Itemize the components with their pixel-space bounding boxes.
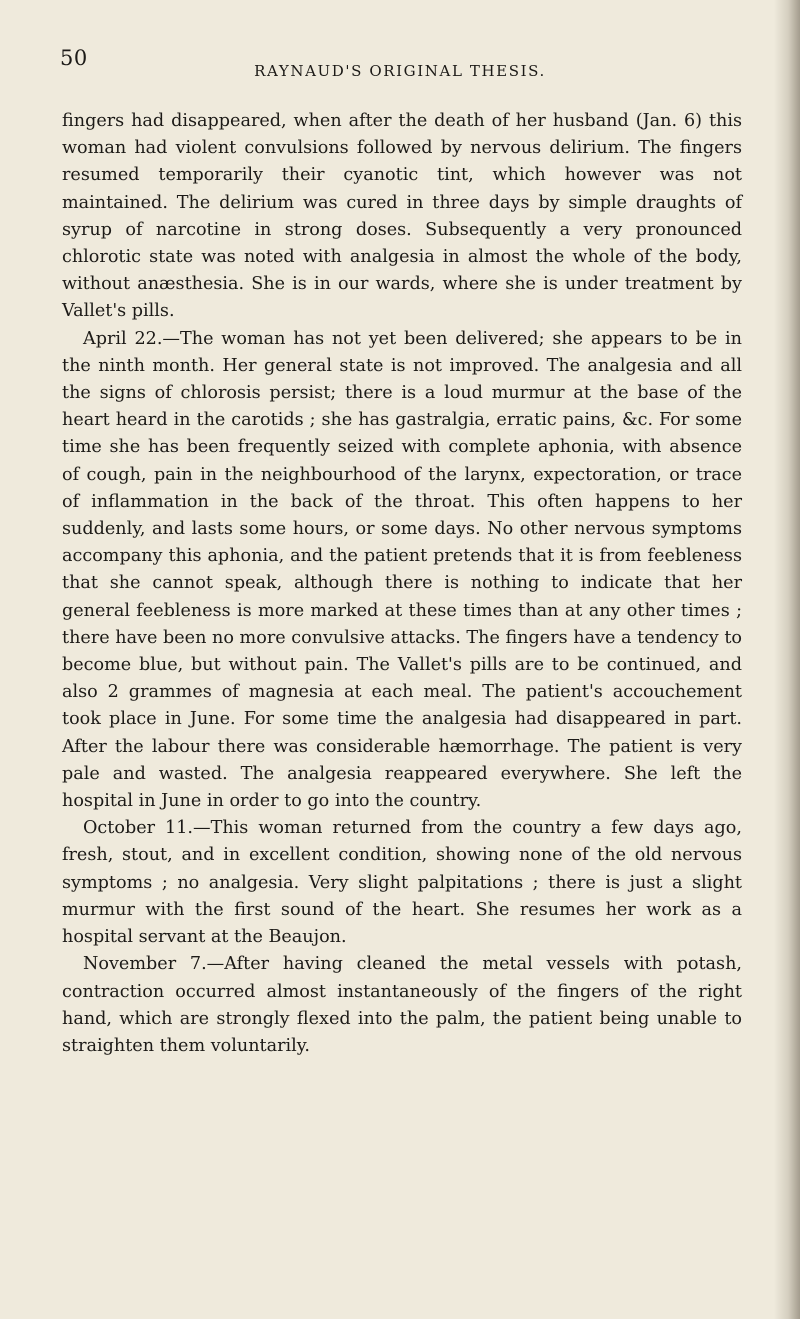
page-number: 50 (60, 46, 88, 70)
paragraph-april-22: April 22.—The woman has not yet been delivered; she appears to be in the ninth month. Her general state is not improved. The analgesia and all the signs of chlorosis persist; there is a loud murmur at the base of the heart heard in the carotids ; she has gastralgia, erratic pains, &c. For some time she has been frequently seized with complete aphonia, with absence of cough, pain in the neighbourhood of the larynx, expectoration, or trace of inflammation in the back of the throat. This often happens to her suddenly, and lasts some hours, or some days. No other nervous symptoms accompany this aphonia, and the patient pretends that it is from feebleness that she cannot speak, although there is nothing to indicate that her general feebleness is more marked at these times than at any other times ; there have been no more convulsive attacks. The fingers have a tendency to become blue, but without pain. The Vallet's pills are to be continued, and also 2 grammes of magnesia at each meal. The patient's accouchement took place in June. For some time the analgesia had disappeared in part. After the labour there was considerable hæmorrhage. The patient is very pale and wasted. The analgesia reappeared everywhere. She left the hospital in June in order to go into the country. (62, 328, 742, 812)
page-edge-shadow (774, 0, 800, 1319)
paragraph-continuation: fingers had disappeared, when after the death of her husband (Jan. 6) this woman had violent convulsions followed by nervous delirium. The fingers resumed temporarily their cyanotic tint, which however was not maintained. The delirium was cured in three days by simple draughts of syrup of narcotine in strong doses. Subsequently a very pronounced chlorotic state was noted with analgesia in almost the whole of the body, without anæsthesia. She is in our wards, where she is under treatment by Vallet's pills. (62, 111, 742, 322)
paragraph-november-7: November 7.—After having cleaned the metal vessels with potash, contraction occurred almost instantaneously of the fingers of the right hand, which are strongly flexed into the palm, the patient being unable to straighten them voluntarily. (62, 954, 742, 1056)
paragraph-october-11: October 11.—This woman returned from the country a few days ago, fresh, stout, and in excellent condition, showing none of the old nervous symptoms ; no analgesia. Very slight palpitations ; there is just a slight murmur with the first sound of the heart. She resumes her work as a hospital servant at the Beaujon. (62, 818, 742, 948)
running-title: RAYNAUD'S ORIGINAL THESIS. (254, 62, 546, 80)
body-text (62, 108, 742, 1060)
